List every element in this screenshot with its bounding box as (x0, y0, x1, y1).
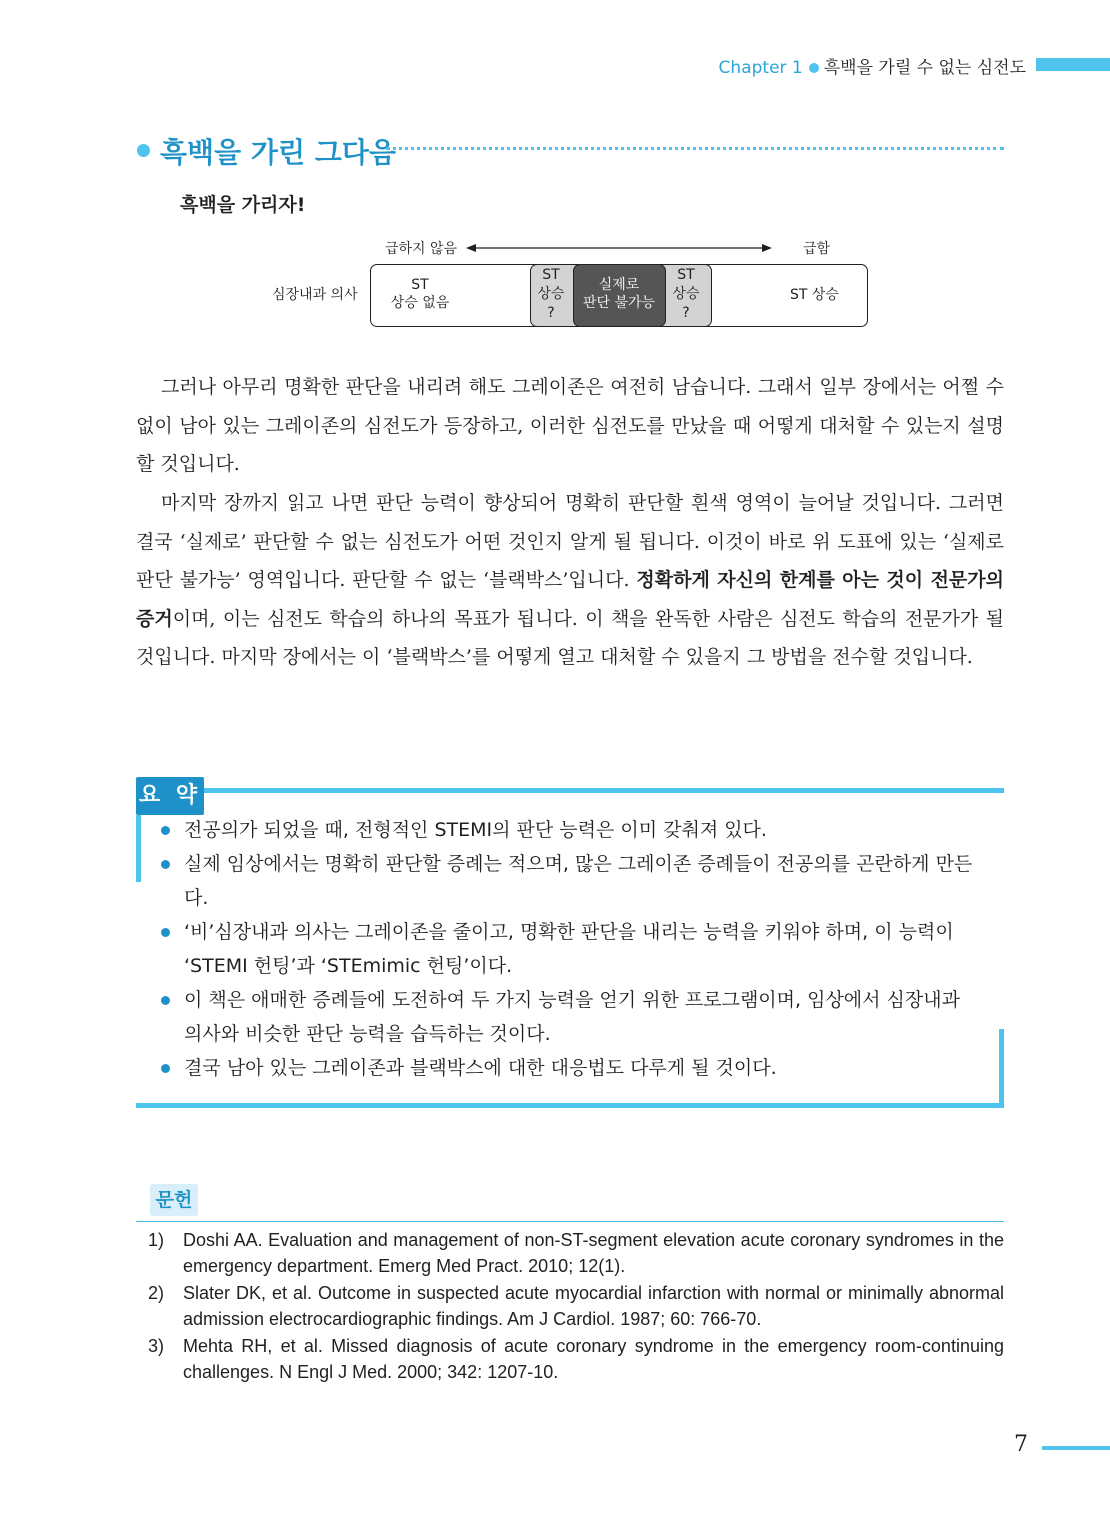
grey-left-line3: ? (547, 305, 555, 321)
reference-number: 3) (148, 1336, 165, 1356)
zone-no-st-line2: 상승 없음 (390, 295, 450, 311)
summary-item: 이 책은 애매한 증례들에 도전하여 두 가지 능력을 얻기 위한 프로그램이며, 임상에서 심장내과 의사와 비슷한 판단 능력을 습득하는 것이다. (160, 983, 980, 1051)
reference-number: 1) (148, 1230, 165, 1250)
zone-no-st-elevation (385, 276, 455, 312)
summary-item: 실제 임상에서는 명확히 판단할 증례는 적으며, 많은 그레이존 증례들이 전공의를 곤란하게 만든다. (160, 847, 980, 915)
black-box-line2: 판단 불가능 (582, 295, 656, 311)
body-paragraph-1: 그러나 아무리 명확한 판단을 내리려 해도 그레이존은 여전히 남습니다. 그래서 일부 장에서는 어쩔 수 없이 남아 있는 그레이존의 심전도가 등장하고, 이러한 심전도를 만났을 때 어떻게 대처할 수 있는지 설명할 것입니다. (136, 376, 1004, 475)
reference-item (136, 1228, 1004, 1279)
double-arrow-icon (466, 240, 772, 256)
reference-item (136, 1334, 1004, 1385)
body-paragraph-2-emphasis: 정확하게 자신의 한계를 아는 것이 전문가의 증거 (136, 569, 1004, 630)
section-bullet-icon (137, 144, 150, 157)
zone-no-st-line1: ST (411, 277, 429, 293)
section-dotted-rule (386, 147, 1004, 150)
references-rule (136, 1221, 1004, 1222)
grey-right-line2: 상승 (672, 286, 700, 302)
body-paragraph-2 (136, 484, 1004, 677)
references-list (136, 1228, 1004, 1387)
references-label: 문헌 (150, 1184, 198, 1216)
running-header (719, 53, 1026, 78)
reference-text: Slater DK, et al. Outcome in suspected acute myocardial infarction with normal or minimally abnormal admission electrocardiographic findings. Am J Cardiol. 1987; 60: 766-70. (183, 1283, 1004, 1329)
header-accent-bar (1036, 58, 1110, 71)
summary-item: 전공의가 되었을 때, 전형적인 STEMI의 판단 능력은 이미 갖춰져 있다. (160, 813, 980, 847)
summary-top-border (136, 788, 1004, 793)
grey-zone-left-label (531, 266, 571, 323)
black-box-line1: 실제로 (598, 277, 640, 293)
grey-left-line2: 상승 (537, 286, 565, 302)
summary-label: 요 약 (136, 777, 204, 815)
diagram-right-label: 급함 (803, 241, 831, 257)
summary-bottom-border (136, 1103, 1004, 1108)
footer-accent-bar (1042, 1446, 1110, 1450)
grey-left-line1: ST (542, 267, 560, 283)
grey-right-line1: ST (677, 267, 695, 283)
section-title: 흑백을 가린 그다음 (160, 136, 396, 169)
diagram-row-label: 심장내과 의사 (272, 287, 358, 303)
grey-zone-right-label (666, 266, 706, 323)
header-bullet-icon (809, 63, 819, 73)
black-box-label (575, 276, 663, 312)
header-title: 흑백을 가릴 수 없는 심전도 (823, 58, 1026, 78)
reference-text: Mehta RH, et al. Missed diagnosis of acute coronary syndrome in the emergency room-continuing challenges. N Engl J Med. 2000; 342: 1207-10. (183, 1336, 1004, 1382)
page-number: 7 (1014, 1432, 1028, 1457)
body-paragraph-2-part-a: 마지막 장까지 읽고 나면 판단 능력이 향상되어 명확히 판단할 흰색 영역이 늘어날 것입니다. 그러면 결국 ‘실제로’ 판단할 수 없는 심전도가 어떤 것인지 알게 될 됩니다. 이것이 바로 위 도표에 있는 ‘실제로 판단 불가능’ 영역입니다. 판단할 수 없는 ‘블랙박스’입니다. (136, 492, 1004, 591)
grey-right-line3: ? (682, 305, 690, 321)
summary-item: ‘비’심장내과 의사는 그레이존을 줄이고, 명확한 판단을 내리는 능력을 키워야 하며, 이 능력이 ‘STEMI 헌팅’과 ‘STEmimic 헌팅’이다. (160, 915, 980, 983)
summary-list (160, 813, 980, 1085)
reference-item (136, 1281, 1004, 1332)
diagram-left-label: 급하지 않음 (385, 241, 458, 257)
reference-number: 2) (148, 1283, 165, 1303)
summary-item: 결국 남아 있는 그레이존과 블랙박스에 대한 대응법도 다루게 될 것이다. (160, 1051, 980, 1085)
reference-text: Doshi AA. Evaluation and management of non-ST-segment elevation acute coronary syndromes in the emergency department. Emerg Med Pract. 2010; 12(1). (183, 1230, 1004, 1276)
section-subtitle: 흑백을 가리자! (180, 194, 306, 216)
zone-st-elevation: ST 상승 (790, 287, 839, 303)
header-chapter: Chapter 1 (718, 58, 803, 78)
body-paragraph-2-part-b: 이며, 이는 심전도 학습의 하나의 목표가 됩니다. 이 책을 완독한 사람은 심전도 학습의 전문가가 될 것입니다. 마지막 장에서는 이 ‘블랙박스’를 어떻게 열고 대처할 수 있을지 그 방법을 전수할 것입니다. (136, 607, 1004, 668)
summary-left-border (136, 815, 141, 882)
summary-right-border (999, 1029, 1004, 1107)
